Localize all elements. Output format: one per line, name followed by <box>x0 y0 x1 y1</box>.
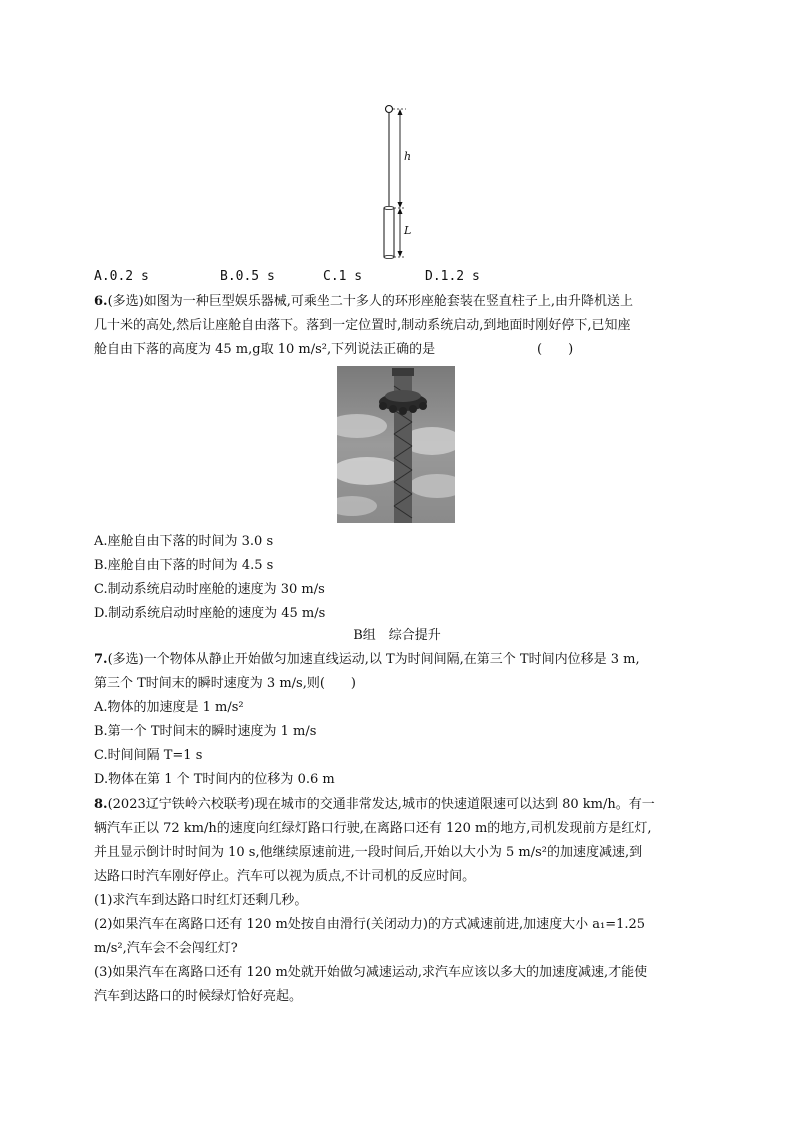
q7-line-1: 7.(多选)一个物体从静止开始做匀加速直线运动,以 T为时间间隔,在第三个 T时间内位移是 3 m, <box>94 652 640 667</box>
q6-line-3: 舱自由下落的高度为 45 m,g取 10 m/s²,下列说法正确的是 <box>94 342 436 357</box>
q6-option-b[interactable]: B.座舱自由下落的时间为 4.5 s <box>94 558 274 573</box>
q6-option-a[interactable]: A.座舱自由下落的时间为 3.0 s <box>94 534 274 549</box>
q8-line-1: 8.(2023辽宁铁岭六校联考)现在城市的交通非常发达,城市的快速道限速可以达到 80 km/h。有一 <box>94 797 655 812</box>
q7-line-2: 第三个 T时间末的瞬时速度为 3 m/s,则( ) <box>94 676 356 691</box>
L-label: L <box>404 224 412 237</box>
rod <box>384 208 394 257</box>
q6-line-1: 6.(多选)如图为一种巨型娱乐器械,可乘坐二十多人的环形座舱套装在竖直柱子上,由升降机送上 <box>94 294 633 309</box>
q8-line-4: 达路口时汽车刚好停止。汽车可以视为质点,不计司机的反应时间。 <box>94 869 476 884</box>
q6-option-d[interactable]: D.制动系统启动时座舱的速度为 45 m/s <box>94 606 326 621</box>
q5-option-c[interactable]: C.1 s <box>323 269 363 284</box>
q8-sub-3-line-2: 汽车到达路口的时候绿灯恰好亮起。 <box>94 989 303 1004</box>
q7-option-b[interactable]: B.第一个 T时间末的瞬时速度为 1 m/s <box>94 724 317 739</box>
q5-option-b[interactable]: B.0.5 s <box>220 269 275 284</box>
ball <box>386 106 393 113</box>
q8-sub-2-line-1: (2)如果汽车在离路口还有 120 m处按自由滑行(关闭动力)的方式减速前进,加速度大小 a₁=1.25 <box>94 917 646 932</box>
q7-number: 7. <box>94 652 108 667</box>
h-label: h <box>404 150 412 163</box>
q7-option-c[interactable]: C.时间间隔 T=1 s <box>94 748 203 763</box>
drop-tower-photo <box>337 366 455 523</box>
rod-figure <box>370 100 430 265</box>
q8-number: 8. <box>94 797 108 812</box>
q8-line-2: 辆汽车正以 72 km/h的速度向红绿灯路口行驶,在离路口还有 120 m的地方,司机发现前方是红灯, <box>94 821 652 836</box>
section-title: B组 综合提升 <box>353 628 441 643</box>
q6-answer-bracket: ( ) <box>537 342 574 357</box>
q8-line-3: 并且显示倒计时时间为 10 s,他继续原速前进,一段时间后,开始以大小为 5 m/s²的加速度减速,到 <box>94 845 643 860</box>
q6-option-c[interactable]: C.制动系统启动时座舱的速度为 30 m/s <box>94 582 325 597</box>
q6-number: 6. <box>94 294 108 309</box>
q5-options <box>94 268 514 286</box>
q7-option-a[interactable]: A.物体的加速度是 1 m/s² <box>94 700 244 715</box>
q8-sub-2-line-2: m/s²,汽车会不会闯红灯? <box>94 941 238 956</box>
q5-option-d[interactable]: D.1.2 s <box>425 269 480 284</box>
q6-line-2: 几十米的高处,然后让座舱自由落下。落到一定位置时,制动系统启动,到地面时刚好停下,已知座 <box>94 318 631 333</box>
q7-option-d[interactable]: D.物体在第 1 个 T时间内的位移为 0.6 m <box>94 772 335 787</box>
q8-sub-3-line-1: (3)如果汽车在离路口还有 120 m处就开始做匀减速运动,求汽车应该以多大的加速度减速,才能使 <box>94 965 648 980</box>
q8-sub-1: (1)求汽车到达路口时红灯还剩几秒。 <box>94 893 308 908</box>
q5-option-a[interactable]: A.0.2 s <box>94 269 149 284</box>
